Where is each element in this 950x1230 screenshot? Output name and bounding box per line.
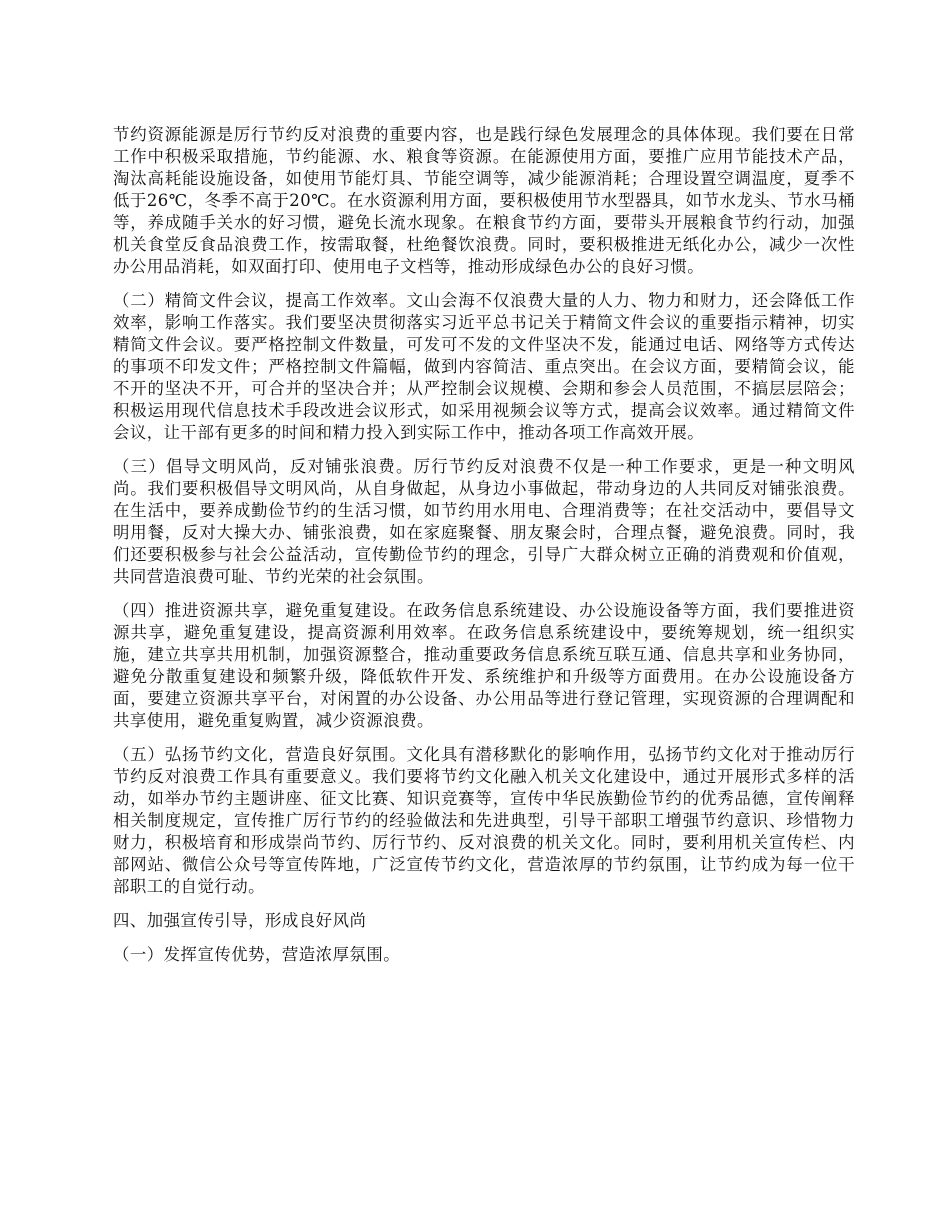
paragraph-resource-saving: 节约资源能源是厉行节约反对浪费的重要内容，也是践行绿色发展理念的具体体现。我们要在日常工作中积极采取措施，节约能源、水、粮食等资源。在能源使用方面，要推广应用节能技术产品，淘汰高耗能设施设备，如使用节能灯具、节能空调等，减少能源消耗；合理设置空调温度，夏季不低于26℃，冬季不高于20℃。在水资源利用方面，要积极使用节水型器具，如节水龙头、节水马桶等，养成随手关水的好习惯，避免长流水现象。在粮食节约方面，要带头开展粮食节约行动，加强机关食堂反食品浪费工作，按需取餐，杜绝餐饮浪费。同时，要积极推进无纸化办公，减少一次性办公用品消耗，如双面打印、使用电子文档等，推动形成绿色办公的良好习惯。 xyxy=(113,125,855,276)
paragraph-resource-sharing: （四）推进资源共享，避免重复建设。在政务信息系统建设、办公设施设备等方面，我们要推进资源共享，避免重复建设，提高资源利用效率。在政务信息系统建设中，要统筹规划，统一组织实施，建立共享共用机制，加强资源整合，推动重要政务信息系统互联互通、信息共享和业务协同，避免分散重复建设和频繁升级，降低软件开发、系统维护和升级等方面费用。在办公设施设备方面，要建立资源共享平台，对闲置的办公设备、办公用品等进行登记管理，实现资源的合理调配和共享使用，避免重复购置，减少资源浪费。 xyxy=(113,601,855,730)
document-page xyxy=(113,124,855,978)
paragraph-civilized-customs: （三）倡导文明风尚，反对铺张浪费。厉行节约反对浪费不仅是一种工作要求，更是一种文明风尚。我们要积极倡导文明风尚，从自身做起，从身边小事做起，带动身边的人共同反对铺张浪费。在生活中，要养成勤俭节约的生活习惯，如节约用水用电、合理消费等；在社交活动中，要倡导文明用餐，反对大操大办、铺张浪费，如在家庭聚餐、朋友聚会时，合理点餐，避免浪费。同时，我们还要积极参与社会公益活动，宣传勤俭节约的理念，引导广大群众树立正确的消费观和价值观，共同营造浪费可耻、节约光荣的社会氛围。 xyxy=(113,457,855,586)
subsection-heading: （一）发挥宣传优势，营造浓厚氛围。 xyxy=(113,945,401,964)
paragraph-simplify-meetings: （二）精简文件会议，提高工作效率。文山会海不仅浪费大量的人力、物力和财力，还会降低工作效率，影响工作落实。我们要坚决贯彻落实习近平总书记关于精简文件会议的重要指示精神，切实精简文件会议。要严格控制文件数量，可发可不发的文件坚决不发，能通过电话、网络等方式传达的事项不印发文件；严格控制文件篇幅，做到内容简洁、重点突出。在会议方面，要精简会议，能不开的坚决不开，可合并的坚决合并；从严控制会议规模、会期和参会人员范围，不搞层层陪会；积极运用现代信息技术手段改进会议形式，如采用视频会议等方式，提高会议效率。通过精简文件会议，让干部有更多的时间和精力投入到实际工作中，推动各项工作高效开展。 xyxy=(113,291,855,442)
paragraph-saving-culture: （五）弘扬节约文化，营造良好氛围。文化具有潜移默化的影响作用，弘扬节约文化对于推动厉行节约反对浪费工作具有重要意义。我们要将节约文化融入机关文化建设中，通过开展形式多样的活动，如举办节约主题讲座、征文比赛、知识竞赛等，宣传中华民族勤俭节约的优秀品德，宣传阐释相关制度规定，宣传推广厉行节约的经验做法和先进典型，引导干部职工增强节约意识、珍惜物力财力，积极培育和形成崇尚节约、厉行节约、反对浪费的机关文化。同时，要利用机关宣传栏、内部网站、微信公众号等宣传阵地，广泛宣传节约文化，营造浓厚的节约氛围，让节约成为每一位干部职工的自觉行动。 xyxy=(113,745,855,896)
section-heading: 四、加强宣传引导，形成良好风尚 xyxy=(113,911,367,930)
